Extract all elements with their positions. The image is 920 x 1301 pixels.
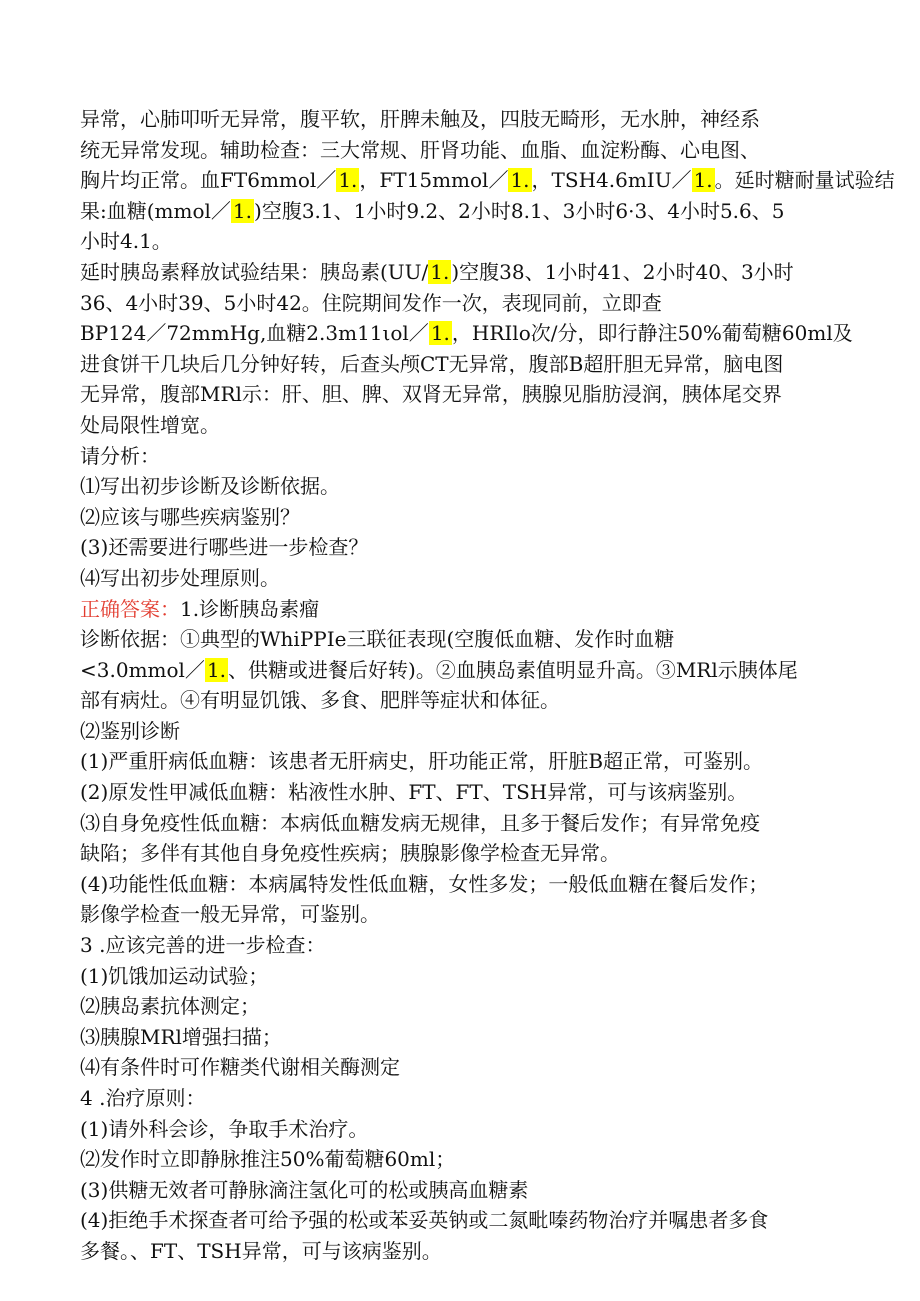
text-line <box>80 685 840 716</box>
text-run: ⑵鉴别诊断 <box>80 718 180 743</box>
document-body <box>80 104 895 1267</box>
text-run: ⑵发作时立即静脉推注50%葡萄糖60ml； <box>80 1147 456 1172</box>
text-line <box>80 1083 840 1114</box>
text-run: 3 .应该完善的进一步检查： <box>80 933 326 958</box>
text-line <box>80 624 840 655</box>
text-run: (4)拒绝手术探查者可给予强的松或苯妥英钠或二氮毗嗪药物治疗并嘱患者多食 <box>80 1208 769 1233</box>
text-run: ⑷写出初步处理原则。 <box>80 565 280 590</box>
highlight-mark: 1. <box>693 168 713 193</box>
highlight-mark: 1. <box>430 259 450 284</box>
text-run: 影像学检查一般无异常，可鉴别。 <box>80 902 380 927</box>
text-line <box>80 471 840 502</box>
text-line <box>80 1022 840 1053</box>
text-line <box>80 746 840 777</box>
highlight-mark: 1. <box>232 198 253 223</box>
text-run: (1)饥饿加运动试验； <box>80 963 269 988</box>
text-line <box>80 257 840 288</box>
text-run: 统无异常发现。辅助检查：三大常规、肝肾功能、血脂、血淀粉酶、心电图、 <box>80 137 760 162</box>
text-run: 部有病灶。④有明显饥饿、多食、肥胖等症状和体征。 <box>80 688 560 713</box>
text-line <box>80 808 840 839</box>
text-run: BP124／72mmHg,血糖2.3m11ιol／ <box>80 321 429 346</box>
text-run: 诊断依据：①典型的WhiPPIe三联征表现(空腹低血糖、发作时血糖 <box>80 627 675 652</box>
text-run: 胸片均正常。血FT6mmol／ <box>80 168 337 193</box>
text-run: ⑶自身免疫性低血糖：本病低血糖发病无规律，且多于餐后发作；有异常免疫 <box>80 810 760 835</box>
text-line <box>80 441 840 472</box>
text-run: (1)严重肝病低血糖：该患者无肝病史，肝功能正常，肝脏B超正常，可鉴别。 <box>80 749 764 774</box>
text-line <box>80 226 840 257</box>
text-run: 处局限性增宽。 <box>80 412 220 437</box>
highlight-mark: 1. <box>338 168 358 193</box>
text-line <box>80 318 853 349</box>
text-line <box>80 1175 840 1206</box>
text-line <box>80 563 840 594</box>
text-run: (4)功能性低血糖：本病属特发性低血糖，女性多发；一般低血糖在餐后发作； <box>80 871 769 896</box>
highlight-mark: 1. <box>206 657 227 682</box>
text-run: ，HRIlo次/分，即行静注50%葡萄糖60ml及 <box>451 321 853 346</box>
text-line <box>80 930 840 961</box>
text-run: <3.0mmol／ <box>80 657 205 682</box>
text-run: (3)还需要进行哪些进一步检查？ <box>80 535 369 560</box>
text-run: 小时4.1。 <box>80 229 172 254</box>
text-line <box>80 502 840 533</box>
text-run: 缺陷；多伴有其他自身免疫性疾病；胰腺影像学检查无异常。 <box>80 841 620 866</box>
text-run: 、供糖或进餐后好转)。②血胰岛素值明显升高。③MRl示胰体尾 <box>228 657 798 682</box>
text-run: 进食饼干几块后几分钟好转，后查头颅CT无异常，腹部B超肝胆无异常，脑电图 <box>80 351 784 376</box>
text-line <box>80 716 840 747</box>
text-line <box>80 594 840 625</box>
text-line <box>80 991 840 1022</box>
text-line <box>80 961 840 992</box>
text-run: 。延时糖耐量试验结 <box>714 168 895 193</box>
text-run: ，FT15mmol／ <box>359 168 509 193</box>
text-run: ⑶胰腺MRl增强扫描； <box>80 1024 282 1049</box>
text-run: ⑴写出初步诊断及诊断依据。 <box>80 474 340 499</box>
text-run: ，TSH4.6mIU／ <box>531 168 692 193</box>
text-run: 多餐。、FT、TSH异常，可与该病鉴别。 <box>80 1238 442 1263</box>
text-line <box>80 135 840 166</box>
text-line <box>80 1205 840 1236</box>
highlight-mark: 1. <box>430 321 450 346</box>
text-run: (1)请外科会诊，争取手术治疗。 <box>80 1116 369 1141</box>
text-run: ⑷有条件时可作糖类代谢相关酶测定 <box>80 1055 400 1080</box>
text-run: 1.诊断胰岛素瘤 <box>180 596 320 621</box>
text-line <box>80 1114 840 1145</box>
text-line <box>80 532 840 563</box>
text-run: )空腹3.1、1小时9.2、2小时8.1、3小时6·3、4小时5.6、5 <box>254 198 785 223</box>
text-line <box>80 349 840 380</box>
text-run: 请分析： <box>80 443 160 468</box>
text-line <box>80 1236 840 1267</box>
text-run: 异常，心肺叩听无异常，腹平软，肝脾未触及，四肢无畸形，无水肿，神经系 <box>80 107 760 131</box>
text-line <box>80 899 840 930</box>
text-run: ⑵胰岛素抗体测定； <box>80 994 260 1019</box>
text-run: 果:血糖(mmol／ <box>80 198 231 223</box>
text-line <box>80 196 840 227</box>
text-line <box>80 1052 840 1083</box>
text-run: 无异常，腹部MRl示：肝、胆、脾、双肾无异常，胰腺见脂肪浸润，胰体尾交界 <box>80 382 782 407</box>
text-run: 延时胰岛素释放试验结果：胰岛素(UU/ <box>80 259 429 284</box>
text-line <box>80 104 840 135</box>
highlight-mark: 1. <box>510 168 530 193</box>
answer-label: 正确答案： <box>80 596 180 621</box>
text-line <box>80 777 840 808</box>
text-run: 4 .治疗原则： <box>80 1086 206 1110</box>
text-run: (3)供糖无效者可静脉滴注氢化可的松或胰高血糖素 <box>80 1177 529 1202</box>
text-run: ⑵应该与哪些疾病鉴别？ <box>80 504 300 529</box>
text-run: (2)原发性甲减低血糖：粘液性水肿、FT、FT、TSH异常，可与该病鉴别。 <box>80 780 748 805</box>
text-line <box>80 655 840 686</box>
text-line <box>80 869 840 900</box>
text-line <box>80 379 840 410</box>
text-line <box>80 410 840 441</box>
text-run: 36、4小时39、5小时42。住院期间发作一次，表现同前，立即查 <box>80 290 662 315</box>
text-line <box>80 838 840 869</box>
text-line <box>80 165 895 196</box>
text-line <box>80 288 840 319</box>
text-run: )空腹38、1小时41、2小时40、3小时 <box>451 259 794 284</box>
text-line <box>80 1144 840 1175</box>
